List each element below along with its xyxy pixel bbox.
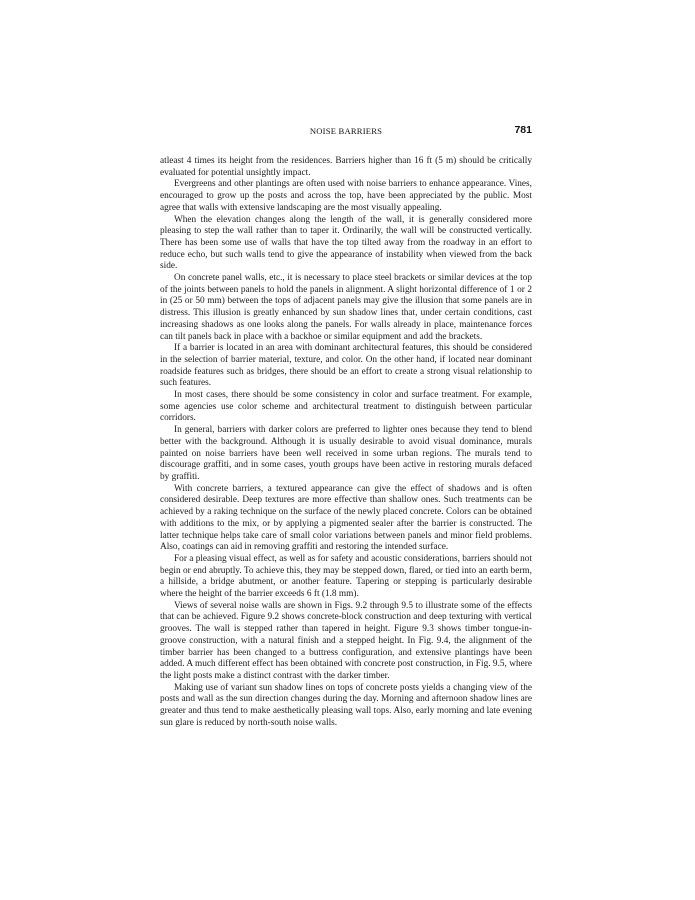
body-text: [160, 156, 532, 729]
paragraph: Views of several noise walls are shown in Figs. 9.2 through 9.5 to illustrate some of the effects that can be achieved. Figure 9.2 shows concrete-block construction and deep texturing with vertical grooves. The wall is stepped rather than tapered in height. Figure 9.3 shows timber tongue-in-groove construction, with a natural finish and a stepped height. In Fig. 9.4, the alignment of the timber barrier has been changed to a buttress configuration, and extensive plantings have been added. A much different effect has been obtained with concrete post construction, in Fig. 9.5, where the light posts make a distinct contrast with the darker timber.: [160, 600, 532, 681]
paragraph: With concrete barriers, a textured appearance can give the effect of shadows and is often considered desirable. Deep textures are more effective than shallow ones. Such treatments can be achieved by a raking technique on the surface of the newly placed concrete. Colors can be obtained with additions to the mix, or by applying a pigmented sealer after the barrier is constructed. The latter technique helps take care of small color variations between panels and minor field problems. Also, coatings can aid in removing graffiti and restoring the intended surface.: [160, 483, 532, 553]
running-title: NOISE BARRIERS: [309, 126, 383, 136]
paragraph: If a barrier is located in an area with dominant architectural features, this should be considered in the selection of barrier material, texture, and color. On the other hand, if located near dominant roadside features such as bridges, there should be an effort to create a strong visual relationship to such features.: [160, 343, 532, 389]
paragraph: atleast 4 times its height from the residences. Barriers higher than 16 ft (5 m) should be critically evaluated for potential unsightly impact.: [160, 156, 532, 178]
paragraph: Evergreens and other plantings are often used with noise barriers to enhance appearance. Vines, encouraged to grow up the posts and across the top, have been appreciated by the public. Most agree that walls with extensive landscaping are the most visually appealing.: [160, 179, 532, 213]
paragraph: Making use of variant sun shadow lines on tops of concrete posts yields a changing view of the posts and wall as the sun direction changes during the day. Morning and afternoon shadow lines are greater and thus tend to make aesthetically pleasing wall tops. Also, early morning and late evening sun glare is reduced by north-south noise walls.: [160, 682, 532, 728]
paragraph: On concrete panel walls, etc., it is necessary to place steel brackets or similar devices at the top of the joints between panels to hold the panels in alignment. A slight horizontal difference of 1 or 2 in (25 or 50 mm) between the tops of adjacent panels may give the illusion that some panels are in distress. This illusion is greatly enhanced by sun shadow lines that, under certain conditions, cast increasing shadows as one looks along the panels. For walls already in place, maintenance forces can tilt panels back in place with a backhoe or similar equipment and add the brackets.: [160, 273, 532, 342]
paragraph: When the elevation changes along the length of the wall, it is generally considered more pleasing to step the wall rather than to taper it. Ordinarily, the wall will be constructed vertically. There has been some use of walls that have the top tilted away from the roadway in an effort to reduce echo, but such walls tend to give the appearance of instability when viewed from the back side.: [160, 214, 532, 272]
paragraph: In general, barriers with darker colors are preferred to lighter ones because they tend to blend better with the background. Although it is usually desirable to avoid visual dominance, murals painted on noise barriers have been well received in some urban regions. The murals tend to discourage graffiti, and in some cases, youth groups have been active in restoring murals defaced by graffiti.: [160, 425, 532, 482]
running-head: [160, 126, 532, 140]
page-number: 781: [514, 124, 532, 136]
paragraph: In most cases, there should be some consistency in color and surface treatment. For example, some agencies use color scheme and architectural treatment to distinguish between particular corridors.: [160, 390, 532, 424]
paragraph: For a pleasing visual effect, as well as for safety and acoustic considerations, barriers should not begin or end abruptly. To achieve this, they may be stepped down, flared, or tied into an earth berm, a hillside, a bridge abutment, or another feature. Tapering or stepping is particularly desirable where the height of the barrier exceeds 6 ft (1.8 mm).: [160, 553, 532, 600]
